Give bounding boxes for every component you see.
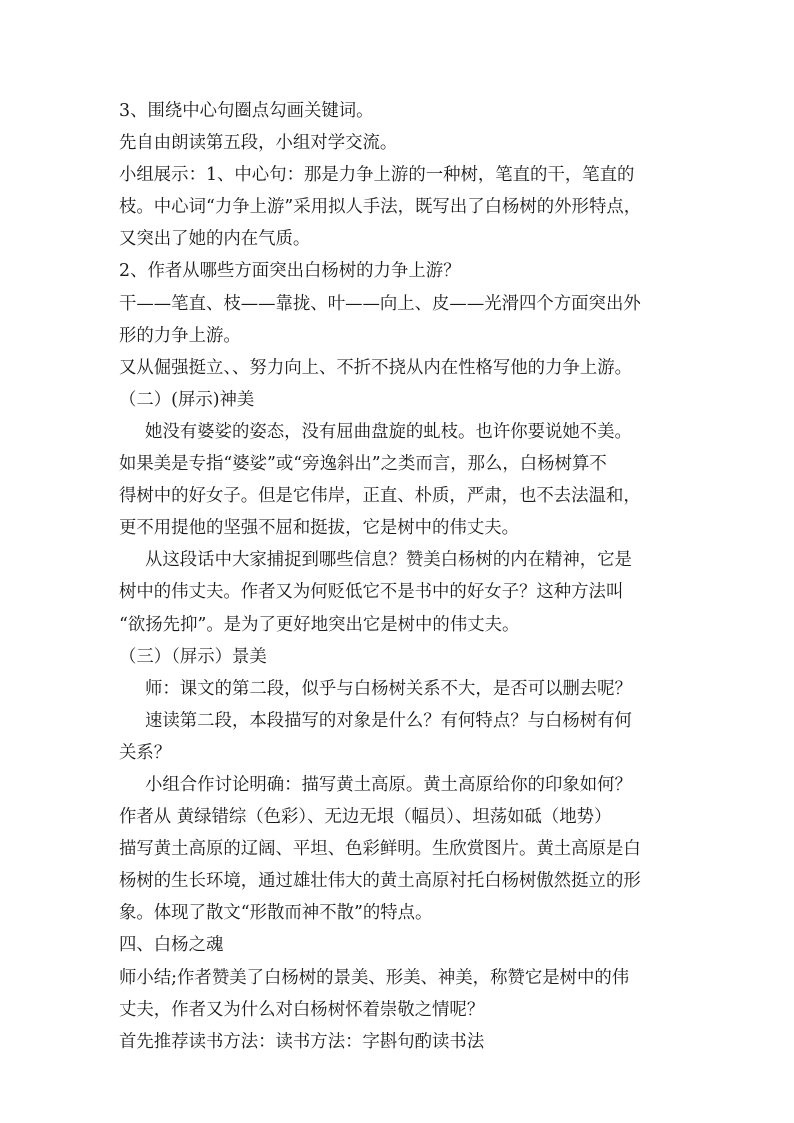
text-line: 描写黄土高原的辽阔、平坦、色彩鲜明。生欣赏图片。黄土高原是白	[119, 839, 641, 860]
text-line: 师小结;作者赞美了白杨树的景美、形美、神美，称赞它是树中的伟	[119, 967, 630, 988]
section-heading: （二）(屏示)神美	[119, 389, 255, 410]
text-line: 从这段话中大家捕捉到哪些信息？赞美白杨树的内在精神，它是	[145, 550, 632, 571]
text-line: 速读第二段，本段描写的对象是什么？有何特点？与白杨树有何	[145, 710, 632, 731]
text-line: 如果美是专指“婆娑”或“旁逸斜出”之类而言，那么，白杨树算不	[119, 454, 607, 475]
text-line: 干——笔直、枝——靠拢、叶——向上、皮——光滑四个方面突出外	[119, 293, 641, 314]
text-line: 杨树的生长环境，通过雄壮伟大的黄土高原衬托白杨树傲然挺立的形	[119, 871, 641, 892]
text-line: 小组展示：1、中心句：那是力争上游的一种树，笔直的干，笔直的	[119, 165, 635, 186]
text-line: 她没有婆娑的姿态，没有屈曲盘旋的虬枝。也许你要说她不美。	[145, 421, 632, 442]
text-line: 师：课文的第二段，似乎与白杨树关系不大，是否可以删去呢？	[145, 678, 632, 699]
text-line: 3、围绕中心句圈点勾画关键词。	[119, 101, 374, 121]
text-line: 丈夫，作者又为什么对白杨树怀着崇敬之情呢？	[119, 999, 485, 1020]
text-line: 树中的伟丈夫。作者又为何贬低它不是书中的好女子？这种方法叫	[119, 582, 624, 603]
text-line: 作者从 黄绿错综（色彩）、无边无垠（幅员）、坦荡如砥（地势）	[119, 807, 612, 828]
text-line: 形的力争上游。	[119, 325, 241, 346]
text-line: 象。体现了散文“形散而神不散”的特点。	[119, 903, 433, 924]
text-line: 枝。中心词“力争上游”采用拟人手法，既写出了白杨树的外形特点，	[119, 197, 642, 218]
text-line: 关系？	[119, 742, 172, 763]
text-line: 首先推荐读书方法：读书方法：字斟句酌读书法	[119, 1031, 485, 1052]
text-line: 先自由朗读第五段，小组对学交流。	[119, 133, 398, 154]
text-line: 小组合作讨论明确：描写黄土高原。黄土高原给你的印象如何？	[145, 774, 632, 795]
text-line: 又从倔强挺立、、努力向上、不折不挠从内在性格写他的力争上游。	[119, 357, 633, 378]
text-line: 更不用提他的坚强不屈和挺拔，它是树中的伟丈夫。	[119, 518, 519, 539]
text-line: 2、作者从哪些方面突出白杨树的力争上游？	[119, 261, 461, 282]
document-body	[119, 95, 679, 1058]
text-line: 得树中的好女子。但是它伟岸，正直、朴质，严肃，也不去法温和，	[119, 486, 641, 507]
text-line: “欲扬先抑”。是为了更好地突出它是树中的伟丈夫。	[119, 614, 520, 635]
text-line: 又突出了她的内在气质。	[119, 229, 311, 250]
section-heading: 四、白杨之魂	[119, 935, 224, 956]
section-heading: （三）（屏示）景美	[119, 646, 267, 667]
